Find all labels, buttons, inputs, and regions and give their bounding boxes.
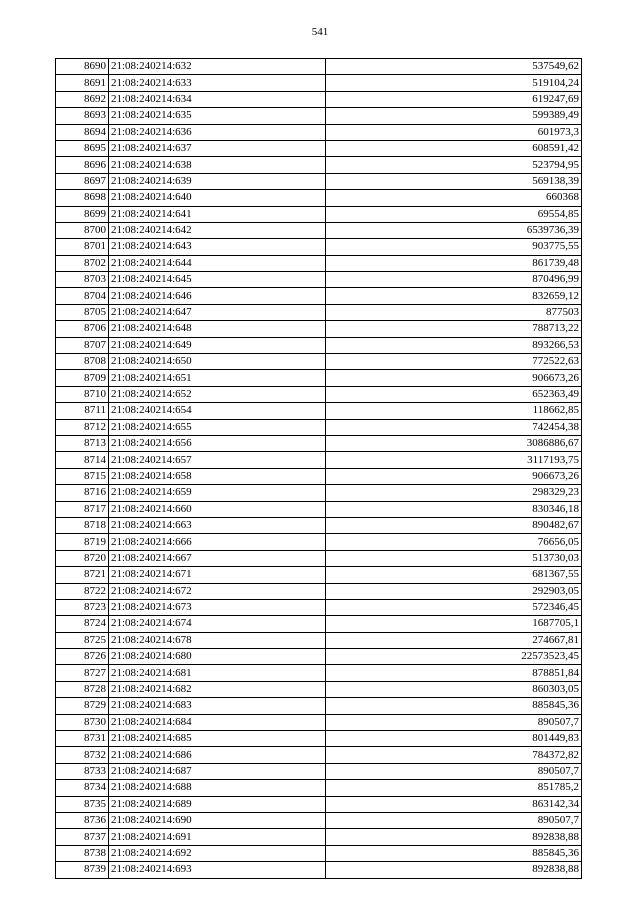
table-row	[56, 698, 582, 714]
cadastral-number-cell: 21:08:240214:674	[109, 616, 326, 632]
table-row	[56, 222, 582, 238]
row-number-cell: 8698	[56, 190, 109, 206]
value-cell: 69554,85	[326, 206, 582, 222]
table-row	[56, 567, 582, 583]
value-cell: 885845,36	[326, 698, 582, 714]
cadastral-number-cell: 21:08:240214:645	[109, 272, 326, 288]
row-number-cell: 8713	[56, 435, 109, 451]
table-row	[56, 370, 582, 386]
cadastral-number-cell: 21:08:240214:672	[109, 583, 326, 599]
value-cell: 76656,05	[326, 534, 582, 550]
value-cell: 6539736,39	[326, 222, 582, 238]
value-cell: 832659,12	[326, 288, 582, 304]
row-number-cell: 8693	[56, 108, 109, 124]
value-cell: 3117193,75	[326, 452, 582, 468]
cadastral-number-cell: 21:08:240214:663	[109, 517, 326, 533]
cadastral-number-cell: 21:08:240214:648	[109, 321, 326, 337]
row-number-cell: 8699	[56, 206, 109, 222]
page-number: 541	[311, 26, 329, 38]
value-cell: 660368	[326, 190, 582, 206]
value-cell: 870496,99	[326, 272, 582, 288]
row-number-cell: 8709	[56, 370, 109, 386]
cadastral-number-cell: 21:08:240214:691	[109, 829, 326, 845]
table-row	[56, 124, 582, 140]
value-cell: 851785,2	[326, 780, 582, 796]
cadastral-number-cell: 21:08:240214:678	[109, 632, 326, 648]
table-row	[56, 337, 582, 353]
row-number-cell: 8738	[56, 845, 109, 861]
value-cell: 903775,55	[326, 239, 582, 255]
value-cell: 772522,63	[326, 354, 582, 370]
value-cell: 569138,39	[326, 173, 582, 189]
table-row	[56, 75, 582, 91]
cadastral-number-cell: 21:08:240214:642	[109, 222, 326, 238]
value-cell: 513730,03	[326, 550, 582, 566]
value-cell: 890507,7	[326, 714, 582, 730]
table-row	[56, 354, 582, 370]
table-row	[56, 517, 582, 533]
table-row	[56, 206, 582, 222]
row-number-cell: 8692	[56, 91, 109, 107]
value-cell: 681367,55	[326, 567, 582, 583]
table-row	[56, 386, 582, 402]
value-cell: 523794,95	[326, 157, 582, 173]
row-number-cell: 8730	[56, 714, 109, 730]
table-row	[56, 616, 582, 632]
table-row	[56, 780, 582, 796]
row-number-cell: 8704	[56, 288, 109, 304]
cadastral-number-cell: 21:08:240214:655	[109, 419, 326, 435]
table-row	[56, 862, 582, 878]
table-row	[56, 419, 582, 435]
cadastral-number-cell: 21:08:240214:690	[109, 812, 326, 828]
cadastral-number-cell: 21:08:240214:632	[109, 59, 326, 75]
table-row	[56, 91, 582, 107]
table-row	[56, 452, 582, 468]
row-number-cell: 8717	[56, 501, 109, 517]
table-row	[56, 649, 582, 665]
row-number-cell: 8732	[56, 747, 109, 763]
cadastral-number-cell: 21:08:240214:649	[109, 337, 326, 353]
value-cell: 784372,82	[326, 747, 582, 763]
value-cell: 892838,88	[326, 862, 582, 878]
row-number-cell: 8696	[56, 157, 109, 173]
value-cell: 890507,7	[326, 812, 582, 828]
cadastral-number-cell: 21:08:240214:657	[109, 452, 326, 468]
table-row	[56, 665, 582, 681]
row-number-cell: 8710	[56, 386, 109, 402]
cadastral-number-cell: 21:08:240214:644	[109, 255, 326, 271]
table-row	[56, 632, 582, 648]
row-number-cell: 8721	[56, 567, 109, 583]
table-row	[56, 812, 582, 828]
cadastral-number-cell: 21:08:240214:667	[109, 550, 326, 566]
value-cell: 860303,05	[326, 681, 582, 697]
cadastral-number-cell: 21:08:240214:654	[109, 403, 326, 419]
row-number-cell: 8734	[56, 780, 109, 796]
cadastral-number-cell: 21:08:240214:683	[109, 698, 326, 714]
cadastral-number-cell: 21:08:240214:673	[109, 599, 326, 615]
cadastral-number-cell: 21:08:240214:660	[109, 501, 326, 517]
cadastral-number-cell: 21:08:240214:666	[109, 534, 326, 550]
row-number-cell: 8705	[56, 304, 109, 320]
cadastral-number-cell: 21:08:240214:636	[109, 124, 326, 140]
row-number-cell: 8695	[56, 140, 109, 156]
cadastral-number-cell: 21:08:240214:671	[109, 567, 326, 583]
row-number-cell: 8728	[56, 681, 109, 697]
value-cell: 652363,49	[326, 386, 582, 402]
value-cell: 863142,34	[326, 796, 582, 812]
data-table	[55, 58, 582, 879]
cadastral-number-cell: 21:08:240214:646	[109, 288, 326, 304]
table-row	[56, 534, 582, 550]
value-cell: 118662,85	[326, 403, 582, 419]
value-cell: 742454,38	[326, 419, 582, 435]
table-row	[56, 239, 582, 255]
row-number-cell: 8739	[56, 862, 109, 878]
cadastral-number-cell: 21:08:240214:651	[109, 370, 326, 386]
table-row	[56, 288, 582, 304]
value-cell: 599389,49	[326, 108, 582, 124]
row-number-cell: 8729	[56, 698, 109, 714]
cadastral-number-cell: 21:08:240214:684	[109, 714, 326, 730]
value-cell: 892838,88	[326, 829, 582, 845]
row-number-cell: 8708	[56, 354, 109, 370]
table-row	[56, 304, 582, 320]
value-cell: 601973,3	[326, 124, 582, 140]
row-number-cell: 8703	[56, 272, 109, 288]
row-number-cell: 8720	[56, 550, 109, 566]
cadastral-number-cell: 21:08:240214:633	[109, 75, 326, 91]
row-number-cell: 8723	[56, 599, 109, 615]
value-cell: 801449,83	[326, 731, 582, 747]
table-row	[56, 599, 582, 615]
value-cell: 885845,36	[326, 845, 582, 861]
value-cell: 537549,62	[326, 59, 582, 75]
cadastral-number-cell: 21:08:240214:639	[109, 173, 326, 189]
row-number-cell: 8694	[56, 124, 109, 140]
table-row	[56, 108, 582, 124]
cadastral-number-cell: 21:08:240214:680	[109, 649, 326, 665]
table-row	[56, 583, 582, 599]
row-number-cell: 8690	[56, 59, 109, 75]
cadastral-number-cell: 21:08:240214:638	[109, 157, 326, 173]
table-row	[56, 763, 582, 779]
table-row	[56, 272, 582, 288]
table-row	[56, 731, 582, 747]
row-number-cell: 8737	[56, 829, 109, 845]
row-number-cell: 8707	[56, 337, 109, 353]
table-row	[56, 59, 582, 75]
value-cell: 830346,18	[326, 501, 582, 517]
value-cell: 22573523,45	[326, 649, 582, 665]
value-cell: 3086886,67	[326, 435, 582, 451]
table-row	[56, 501, 582, 517]
row-number-cell: 8719	[56, 534, 109, 550]
row-number-cell: 8697	[56, 173, 109, 189]
value-cell: 292903,05	[326, 583, 582, 599]
cadastral-number-cell: 21:08:240214:682	[109, 681, 326, 697]
table-row	[56, 829, 582, 845]
value-cell: 1687705,1	[326, 616, 582, 632]
row-number-cell: 8718	[56, 517, 109, 533]
table-row	[56, 714, 582, 730]
table-row	[56, 468, 582, 484]
value-cell: 890482,67	[326, 517, 582, 533]
value-cell: 861739,48	[326, 255, 582, 271]
cadastral-number-cell: 21:08:240214:659	[109, 485, 326, 501]
value-cell: 893266,53	[326, 337, 582, 353]
row-number-cell: 8700	[56, 222, 109, 238]
table-row	[56, 747, 582, 763]
cadastral-number-cell: 21:08:240214:637	[109, 140, 326, 156]
value-cell: 906673,26	[326, 468, 582, 484]
cadastral-number-cell: 21:08:240214:634	[109, 91, 326, 107]
row-number-cell: 8691	[56, 75, 109, 91]
cadastral-number-cell: 21:08:240214:689	[109, 796, 326, 812]
table-row	[56, 550, 582, 566]
row-number-cell: 8735	[56, 796, 109, 812]
cadastral-number-cell: 21:08:240214:658	[109, 468, 326, 484]
cadastral-number-cell: 21:08:240214:635	[109, 108, 326, 124]
value-cell: 890507,7	[326, 763, 582, 779]
table-row	[56, 255, 582, 271]
table-row	[56, 796, 582, 812]
row-number-cell: 8724	[56, 616, 109, 632]
table-row	[56, 173, 582, 189]
value-cell: 298329,23	[326, 485, 582, 501]
cadastral-number-cell: 21:08:240214:685	[109, 731, 326, 747]
cadastral-number-cell: 21:08:240214:681	[109, 665, 326, 681]
value-cell: 619247,69	[326, 91, 582, 107]
cadastral-number-cell: 21:08:240214:640	[109, 190, 326, 206]
table-row	[56, 321, 582, 337]
table-row	[56, 681, 582, 697]
row-number-cell: 8727	[56, 665, 109, 681]
cadastral-number-cell: 21:08:240214:643	[109, 239, 326, 255]
row-number-cell: 8722	[56, 583, 109, 599]
cadastral-number-cell: 21:08:240214:692	[109, 845, 326, 861]
table-row	[56, 140, 582, 156]
row-number-cell: 8712	[56, 419, 109, 435]
cadastral-number-cell: 21:08:240214:688	[109, 780, 326, 796]
table-row	[56, 435, 582, 451]
row-number-cell: 8733	[56, 763, 109, 779]
row-number-cell: 8715	[56, 468, 109, 484]
table-row	[56, 403, 582, 419]
cadastral-number-cell: 21:08:240214:650	[109, 354, 326, 370]
value-cell: 572346,45	[326, 599, 582, 615]
table-row	[56, 485, 582, 501]
value-cell: 878851,84	[326, 665, 582, 681]
row-number-cell: 8711	[56, 403, 109, 419]
cadastral-number-cell: 21:08:240214:686	[109, 747, 326, 763]
row-number-cell: 8701	[56, 239, 109, 255]
row-number-cell: 8736	[56, 812, 109, 828]
value-cell: 519104,24	[326, 75, 582, 91]
table-body	[56, 59, 582, 879]
row-number-cell: 8714	[56, 452, 109, 468]
row-number-cell: 8716	[56, 485, 109, 501]
row-number-cell: 8706	[56, 321, 109, 337]
value-cell: 877503	[326, 304, 582, 320]
row-number-cell: 8726	[56, 649, 109, 665]
cadastral-number-cell: 21:08:240214:641	[109, 206, 326, 222]
value-cell: 906673,26	[326, 370, 582, 386]
cadastral-number-cell: 21:08:240214:693	[109, 862, 326, 878]
table-row	[56, 157, 582, 173]
cadastral-number-cell: 21:08:240214:687	[109, 763, 326, 779]
cadastral-number-cell: 21:08:240214:647	[109, 304, 326, 320]
row-number-cell: 8702	[56, 255, 109, 271]
value-cell: 788713,22	[326, 321, 582, 337]
table-row	[56, 845, 582, 861]
value-cell: 274667,81	[326, 632, 582, 648]
row-number-cell: 8725	[56, 632, 109, 648]
row-number-cell: 8731	[56, 731, 109, 747]
cadastral-number-cell: 21:08:240214:652	[109, 386, 326, 402]
cadastral-number-cell: 21:08:240214:656	[109, 435, 326, 451]
table-row	[56, 190, 582, 206]
value-cell: 608591,42	[326, 140, 582, 156]
